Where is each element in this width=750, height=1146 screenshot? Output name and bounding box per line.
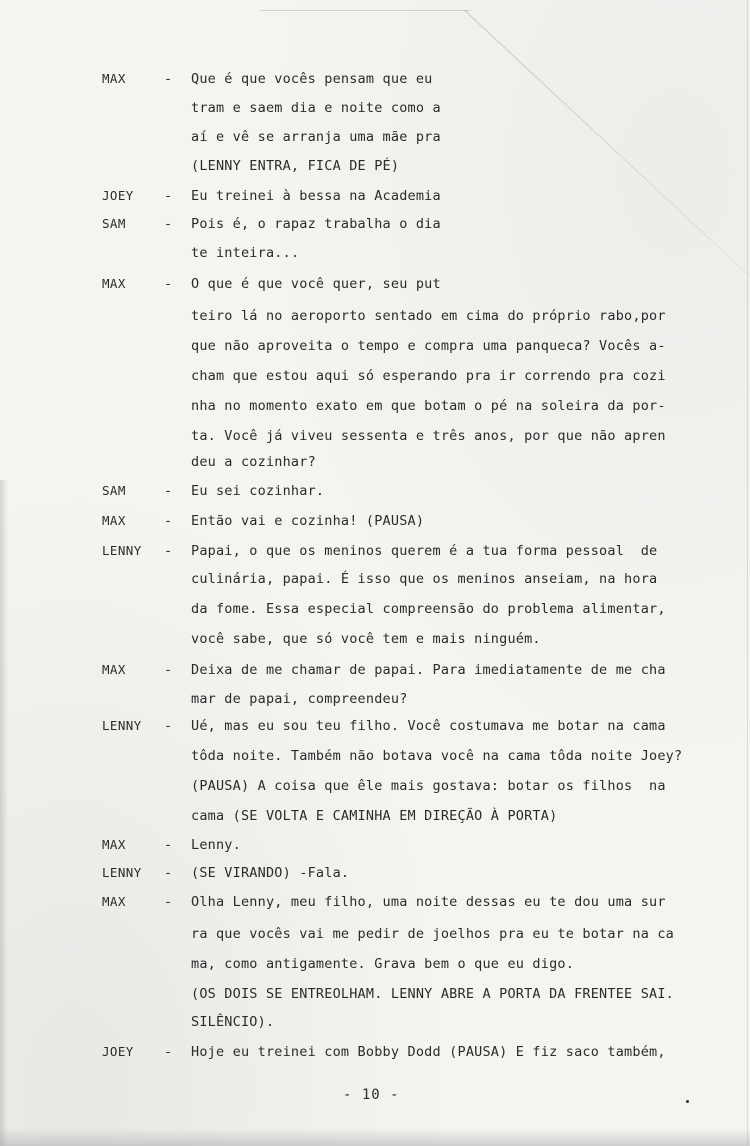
dialogue-line: que não aproveita o tempo e compra uma panqueca? Vocês a- [191, 338, 666, 354]
dialogue-line: deu a cozinhar? [191, 454, 316, 470]
dialogue-line: Papai, o que os meninos querem é a tua forma pessoal de [191, 543, 658, 559]
speaker-dash: - [164, 543, 173, 559]
ink-speck [686, 1100, 689, 1103]
dialogue-line: SILÊNCIO). [191, 1014, 275, 1030]
page-bottom-shadow [0, 1128, 750, 1146]
speaker-dash: - [164, 865, 173, 881]
speaker-name: MAX [102, 662, 126, 677]
dialogue-line: Deixa de me chamar de papai. Para imediatamente de me cha [191, 662, 666, 678]
speaker-dash: - [164, 718, 173, 734]
dialogue-line: nha no momento exato em que botam o pé na soleira da por- [191, 398, 666, 414]
dialogue-line: te inteira... [191, 245, 300, 261]
dialogue-line: tôda noite. Também não botava você na cama tôda noite Joey? [191, 748, 683, 764]
speaker-dash: - [164, 1044, 173, 1060]
dialogue-line: (PAUSA) A coisa que êle mais gostava: botar os filhos na [191, 778, 666, 794]
dialogue-line: (SE VIRANDO) -Fala. [191, 865, 350, 881]
dialogue-line: tram e saem dia e noite como a [191, 100, 441, 116]
speaker-dash: - [164, 837, 173, 853]
speaker-name: MAX [102, 276, 126, 291]
dialogue-line: aí e vê se arranja uma mãe pra [191, 129, 441, 145]
dialogue-line: da fome. Essa especial compreensão do problema alimentar, [191, 601, 666, 617]
dialogue-line: ta. Você já viveu sessenta e três anos, por que não apren [191, 428, 666, 444]
speaker-name: JOEY [102, 1044, 134, 1059]
dialogue-line: Pois é, o rapaz trabalha o dia [191, 216, 441, 232]
speaker-dash: - [164, 276, 173, 292]
speaker-name: MAX [102, 894, 126, 909]
speaker-name: MAX [102, 837, 126, 852]
page-number: - 10 - [343, 1087, 400, 1103]
speaker-name: MAX [102, 513, 126, 528]
dialogue-line: teiro lá no aeroporto sentado em cima do próprio rabo,por [191, 308, 666, 324]
dialogue-line: ma, como antigamente. Grava bem o que eu digo. [191, 956, 575, 972]
page-top-edge [260, 10, 470, 11]
speaker-dash: - [164, 483, 173, 499]
speaker-name: SAM [102, 483, 126, 498]
speaker-dash: - [164, 188, 173, 204]
dialogue-line: Olha Lenny, meu filho, uma noite dessas eu te dou uma sur [191, 894, 666, 910]
speaker-dash: - [164, 662, 173, 678]
dialogue-line: Eu treinei à bessa na Academia [191, 188, 441, 204]
dialogue-line: mar de papai, compreendeu? [191, 691, 408, 707]
dialogue-line: culinária, papai. É isso que os meninos anseiam, na hora [191, 571, 658, 587]
dialogue-line: Lenny. [191, 837, 241, 853]
speaker-dash: - [164, 894, 173, 910]
dialogue-line: Então vai e cozinha! (PAUSA) [191, 513, 425, 529]
dialogue-line: (OS DOIS SE ENTREOLHAM. LENNY ABRE A PORTA DA FRENTEE SAI. [191, 986, 675, 1002]
dialogue-line: ra que vocês vai me pedir de joelhos pra eu te botar na ca [191, 926, 675, 942]
speaker-name: SAM [102, 216, 126, 231]
dialogue-line: Que é que vocês pensam que eu [191, 71, 433, 87]
speaker-name: LENNY [102, 718, 142, 733]
speaker-name: LENNY [102, 543, 142, 558]
dialogue-line: Ué, mas eu sou teu filho. Você costumava me botar na cama [191, 718, 666, 734]
dialogue-line: Eu sei cozinhar. [191, 483, 325, 499]
page-right-edge [747, 0, 748, 1146]
speaker-name: MAX [102, 71, 126, 86]
dialogue-line: Hoje eu treinei com Bobby Dodd (PAUSA) E fiz saco também, [191, 1044, 666, 1060]
dialogue-line: você sabe, que só você tem e mais ninguém. [191, 631, 541, 647]
speaker-dash: - [164, 513, 173, 529]
speaker-name: LENNY [102, 865, 142, 880]
dialogue-line: cama (SE VOLTA E CAMINHA EM DIREÇÃO À PORTA) [191, 808, 558, 824]
speaker-dash: - [164, 71, 173, 87]
dialogue-line: (LENNY ENTRA, FICA DE PÉ) [191, 158, 400, 174]
speaker-name: JOEY [102, 188, 134, 203]
dialogue-line: O que é que você quer, seu put [191, 276, 441, 292]
page-left-shadow [0, 480, 8, 1146]
dialogue-line: cham que estou aqui só esperando pra ir correndo pra cozi [191, 368, 666, 384]
speaker-dash: - [164, 216, 173, 232]
